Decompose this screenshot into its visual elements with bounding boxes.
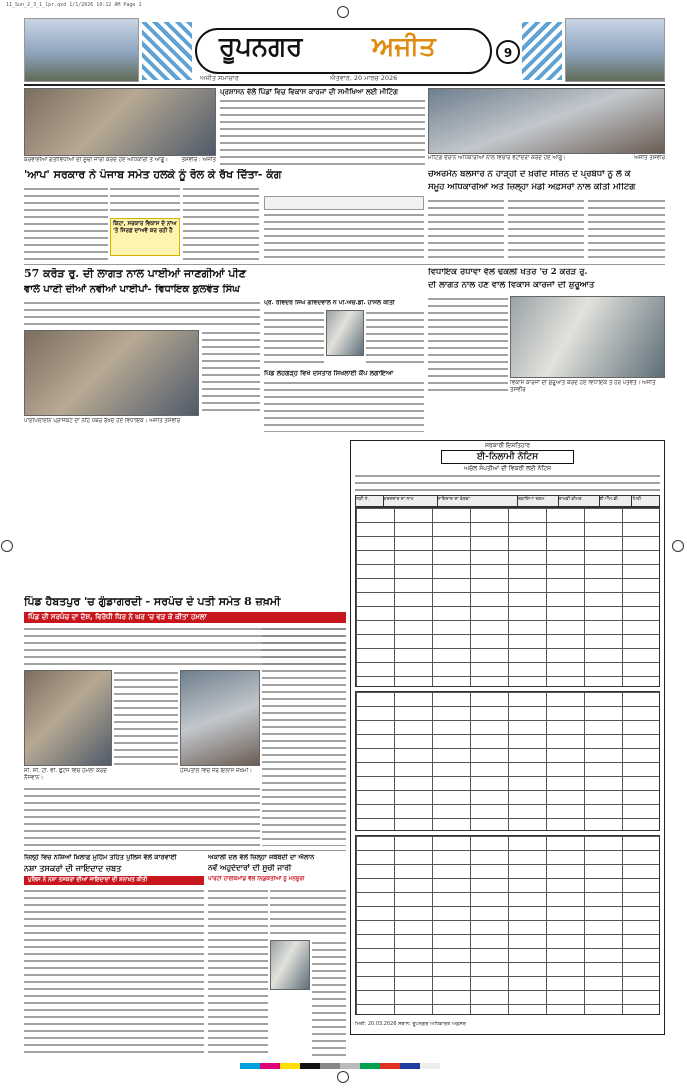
story6-sub-body <box>264 380 424 432</box>
registration-mark-right <box>672 540 684 552</box>
story9-headline: ਅਕਾਲੀ ਦਲ ਵੱਲੋਂ ਜ਼ਿਲ੍ਹਾ ਜਥੇਬੰਦੀ ਦਾ ਐਲਾਨ <box>208 854 315 861</box>
story2-body-col2 <box>508 198 584 260</box>
story9-body <box>208 888 268 1058</box>
tender-col-emd: ਈ.ਐੱਮ.ਡੀ. <box>600 496 633 506</box>
story6-body2 <box>366 310 424 366</box>
top-right-caption-text: ਮੀਟਿੰਗ ਦੌਰਾਨ ਅਧਿਕਾਰੀਆਂ ਨਾਲ ਵਿਚਾਰ ਵਟਾਂਦਰਾ ਕਰਦੇ ਹੋਏ ਆਗੂ। <box>428 155 566 161</box>
top-left-credit: ਤਸਵੀਰ : ਅਜੀਤ <box>181 157 216 163</box>
story8-kicker: ਪੁਲਿਸ ਨੇ ਨਸ਼ਾ ਤਸਕਰਾਂ ਦੀਆਂ ਜਾਇਦਾਦਾਂ ਦੀ ਸ਼ਨਾਖ਼ਤ ਕੀਤੀ <box>24 876 204 885</box>
story2-body-col1 <box>428 198 504 260</box>
divider-2 <box>24 850 346 851</box>
story4-body <box>428 296 508 392</box>
top-center-body <box>220 98 425 166</box>
story5-body-side <box>202 330 260 416</box>
tender-table-2 <box>355 691 660 831</box>
story5-headline: 57 ਕਰੋੜ ਰੁ. ਦੀ ਲਾਗਤ ਨਾਲ ਪਾਈਆਂ ਜਾਣਗੀਆਂ ਪੀਣ <box>24 268 246 280</box>
page-number: 9 <box>496 40 520 64</box>
story4-headline2: ਦੀ ਲਾਗਤ ਨਾਲ ਹੋਣ ਵਾਲੇ ਵਿਕਾਸ ਕਾਰਜਾਂ ਦੀ ਸ਼ੁਰੂਆਤ <box>428 281 595 290</box>
story9-kicker: ਪਾਰਟੀ ਹਾਈਕਮਾਂਡ ਵੱਲੋਂ ਨਿਯੁਕਤੀਆਂ ਨੂੰ ਮਨਜ਼ੂਰੀ <box>208 876 305 882</box>
story6-subhead: ਪਿੰਡ ਲੋਹਗੜ੍ਹ ਵਿਖੇ ਦਸਤਾਰ ਸਿਖਲਾਈ ਕੈਂਪ ਲਗਾਇਆ <box>264 370 394 377</box>
tender-col-due: ਬਕਾਇਆ ਰਕਮ <box>518 496 559 506</box>
print-slug: 11_Sun_2_3_1_lpr.qxd 1/1/2026 10:12 AM Page 1 <box>6 2 142 8</box>
story9-portrait <box>270 940 310 990</box>
story1-body-col1 <box>24 186 108 261</box>
header-pattern-left <box>142 22 192 80</box>
top-right-photo <box>428 88 665 154</box>
header-photo-right <box>565 18 665 82</box>
story8-headline2: ਨਸ਼ਾ ਤਸਕਰਾਂ ਦੀ ਜਾਇਦਾਦ ਜ਼ਬਤ <box>24 864 122 873</box>
tender-col-serial: ਲੜੀ ਨੰ. <box>356 496 384 506</box>
top-right-credit: ਅਜੀਤ ਤਸਵੀਰ <box>634 155 665 161</box>
story5-caption-text: ਪਾਈਪਲਾਈਨ ਪ੍ਰਾਜੈਕਟ ਦਾ ਨੀਂਹ ਪੱਥਰ ਰੱਖਦੇ ਹੋਏ ਵਿਧਾਇਕ। <box>24 418 148 424</box>
story5-body-top <box>24 300 260 328</box>
story4-credit: ਅਜੀਤ ਤਸਵੀਰ <box>510 380 656 393</box>
story2-headline2: ਸਮੂਹ ਅਧਿਕਾਰੀਆਂ ਅਤੇ ਜ਼ਿਲ੍ਹਾ ਮੰਡੀ ਅਫ਼ਸਰਾਂ ਨਾਲ ਕੀਤੀ ਮੀਟਿੰਗ <box>428 183 636 192</box>
story7-caption-right: ਹਸਪਤਾਲ ਵਿਚ ਜ਼ੇਰੇ ਇਲਾਜ ਜ਼ਖ਼ਮੀ। <box>180 768 253 774</box>
story9-body2 <box>270 888 346 938</box>
story4-caption-text: ਵਿਕਾਸ ਕਾਰਜਾਂ ਦੀ ਸ਼ੁਰੂਆਤ ਕਰਦੇ ਹੋਏ ਵਿਧਾਇਕ ਤੇ ਹੋਰ ਪਤਵੰਤੇ। <box>510 380 641 386</box>
header-rule <box>24 84 665 86</box>
top-center-headline: ਪ੍ਰਸ਼ਾਸਨ ਵੱਲੋਂ ਪਿੰਡਾਂ ਵਿਚ ਵਿਕਾਸ ਕਾਰਜਾਂ ਦੀ ਸਮੀਖਿਆ ਲਈ ਮੀਟਿੰਗ <box>220 88 398 96</box>
top-left-caption <box>24 157 216 165</box>
tender-header-top: ਸਰਕਾਰੀ ਇਸ਼ਤਿਹਾਰ <box>484 442 531 449</box>
story9-body3 <box>312 940 346 1058</box>
tender-col-property: ਜਾਇਦਾਦ ਦਾ ਵੇਰਵਾ <box>438 496 519 506</box>
story7-body-right <box>262 626 346 846</box>
top-left-photo <box>24 88 216 156</box>
header-pattern-right <box>522 22 562 80</box>
story1-headline: 'ਆਪ' ਸਰਕਾਰ ਨੇ ਪੰਜਾਬ ਸਮੇਤ ਹਲਕੇ ਨੂੰ ਰੋਲ ਕੇ ਰੱਖ ਦਿੱਤਾ- ਕੰਗ <box>24 169 282 181</box>
story8-headline: ਜ਼ਿਲ੍ਹੇ ਵਿਚ ਨਸ਼ਿਆਂ ਖ਼ਿਲਾਫ਼ ਮੁਹਿੰਮ ਤਹਿਤ ਪੁਲਿਸ ਵੱਲੋਂ ਕਾਰਵਾਈ <box>24 854 177 861</box>
story7-kicker: ਪਿੰਡ ਦੀ ਸਰਪੰਚ ਦਾ ਦੋਸ਼, ਵਿਰੋਧੀ ਧਿਰ ਨੇ ਘਰ 'ਚ ਵੜ ਕੇ ਕੀਤਾ ਹਮਲਾ <box>24 612 346 623</box>
story6-body <box>264 310 324 366</box>
story6-headline: ਪ੍ਰੋ. ਰਵਿੰਦਰ ਸਿੰਘ ਗੋਵਿੰਦਵਾਲ ਨੇ ਪੀ.ਐੱਚ.ਡੀ. ਹਾਸਲ ਕੀਤੀ <box>264 300 395 306</box>
tender-col-reserve: ਰਾਖਵੀਂ ਕੀਮਤ <box>559 496 600 506</box>
header-photo-left <box>24 18 139 82</box>
story1-box-text: ਕਿਹਾ, ਸਰਕਾਰ ਵਿਕਾਸ ਦੇ ਨਾਂਅ 'ਤੇ ਸਿਰਫ਼ ਦਾਅਵੇ ਕਰ ਰਹੀ ਹੈ <box>113 221 177 234</box>
masthead-sub: ਅਜੀਤ ਸਮਾਚਾਰ <box>200 74 239 82</box>
tender-title: ਈ-ਨਿਲਾਮੀ ਨੋਟਿਸ <box>441 450 574 464</box>
story7-headline: ਪਿੰਡ ਹੈਬਤਪੁਰ 'ਚ ਗੁੰਡਾਗਰਦੀ - ਸਰਪੰਚ ਦੇ ਪਤੀ ਸਮੇਤ 8 ਜ਼ਖ਼ਮੀ <box>24 596 281 608</box>
story1-body-col2 <box>110 186 180 216</box>
story2-headline: ਚੇਅਰਮੈਨ ਬਲਸਾਰ ਨੇ ਹਾੜ੍ਹੀ ਦੇ ਖ਼ਰੀਦ ਸੀਜ਼ਨ ਦੇ ਪ੍ਰਬੰਧਾਂ ਨੂੰ ਲੈ ਕੇ <box>428 170 631 179</box>
top-right-caption <box>428 155 665 163</box>
tender-footer: ਮਿਤੀ: 20.03.2026 ਸਥਾਨ: ਰੂਪਨਗਰ ਅਧਿਕਾਰਤ ਅਫ਼ਸਰ <box>355 1021 466 1027</box>
story7-body-bottom <box>24 786 260 846</box>
divider-1 <box>24 264 665 265</box>
story7-photo-left <box>24 670 112 766</box>
story7-body-mid <box>114 670 178 766</box>
story4-headline: ਵਿਧਾਇਕ ਰੰਧਾਵਾ ਵੱਲੋਂ ਢਕੋਲੀ ਖੇਤਰ 'ਚ 2 ਕਰੋੜ ਰੁ. <box>428 268 588 277</box>
registration-mark-top <box>337 6 349 18</box>
tender-col-borrower: ਕਰਜ਼ਦਾਰ ਦਾ ਨਾਮ <box>384 496 438 506</box>
story5-photo <box>24 330 199 416</box>
story5-caption <box>24 418 260 432</box>
center-body-1 <box>264 212 424 260</box>
story6-portrait <box>326 310 364 356</box>
color-bar <box>240 1063 450 1069</box>
story1-body-col3 <box>183 186 259 261</box>
story4-caption <box>510 380 665 394</box>
story4-photo <box>510 296 665 378</box>
story8-body <box>24 888 204 1058</box>
registration-mark-left <box>1 540 13 552</box>
story7-photo-right <box>180 670 260 766</box>
tender-sub: ਅਚੱਲ ਸੰਪਤੀਆਂ ਦੀ ਵਿਕਰੀ ਲਈ ਨੋਟਿਸ <box>463 465 552 472</box>
story5-headline2: ਵਾਲੇ ਪਾਣੀ ਦੀਆਂ ਨਵੀਆਂ ਪਾਈਪਾਂ- ਵਿਧਾਇਕ ਕੁਲਵੰਤ ਸਿੰਘ <box>24 284 240 295</box>
story2-body-col3 <box>588 198 665 260</box>
story5-credit: ਅਜੀਤ ਤਸਵੀਰ <box>149 418 181 424</box>
masthead-title-right: ਅਜੀਤ <box>372 32 436 62</box>
story1-highlight-box <box>110 218 180 256</box>
tender-notice <box>350 440 665 1035</box>
tender-col-date: ਮਿਤੀ <box>632 497 642 502</box>
story9-headline2: ਨਵੇਂ ਅਹੁਦੇਦਾਰਾਂ ਦੀ ਸੂਚੀ ਜਾਰੀ <box>208 864 292 872</box>
tender-intro <box>355 473 660 493</box>
masthead-title-left: ਰੂਪਨਗਰ <box>219 32 303 62</box>
tender-table-1 <box>355 507 660 687</box>
dateline: ਐਤਵਾਰ, 20 ਮਾਰਚ 2026 <box>330 74 398 82</box>
masthead <box>195 28 492 74</box>
top-left-caption-text: ਕਰਵਾਈਆਂ ਗਤੀਵਿਧੀਆਂ ਦੀ ਸੂਚੀ ਜਾਰੀ ਕਰਦੇ ਹੋਏ ਅਧਿਕਾਰੀ ਤੇ ਆਗੂ। <box>24 157 169 163</box>
story7-caption-left: ਸੀ. ਸੀ. ਟੀ. ਵੀ. ਫੁਟੇਜ ਵਿਚ ਹਮਲਾ ਕਰਦੇ ਨੌਜਵਾਨ। <box>24 768 107 781</box>
tender-table-3 <box>355 835 660 1015</box>
story6-aside-box <box>264 196 424 210</box>
registration-mark-bottom <box>337 1071 349 1083</box>
tender-column-headers <box>355 495 660 507</box>
